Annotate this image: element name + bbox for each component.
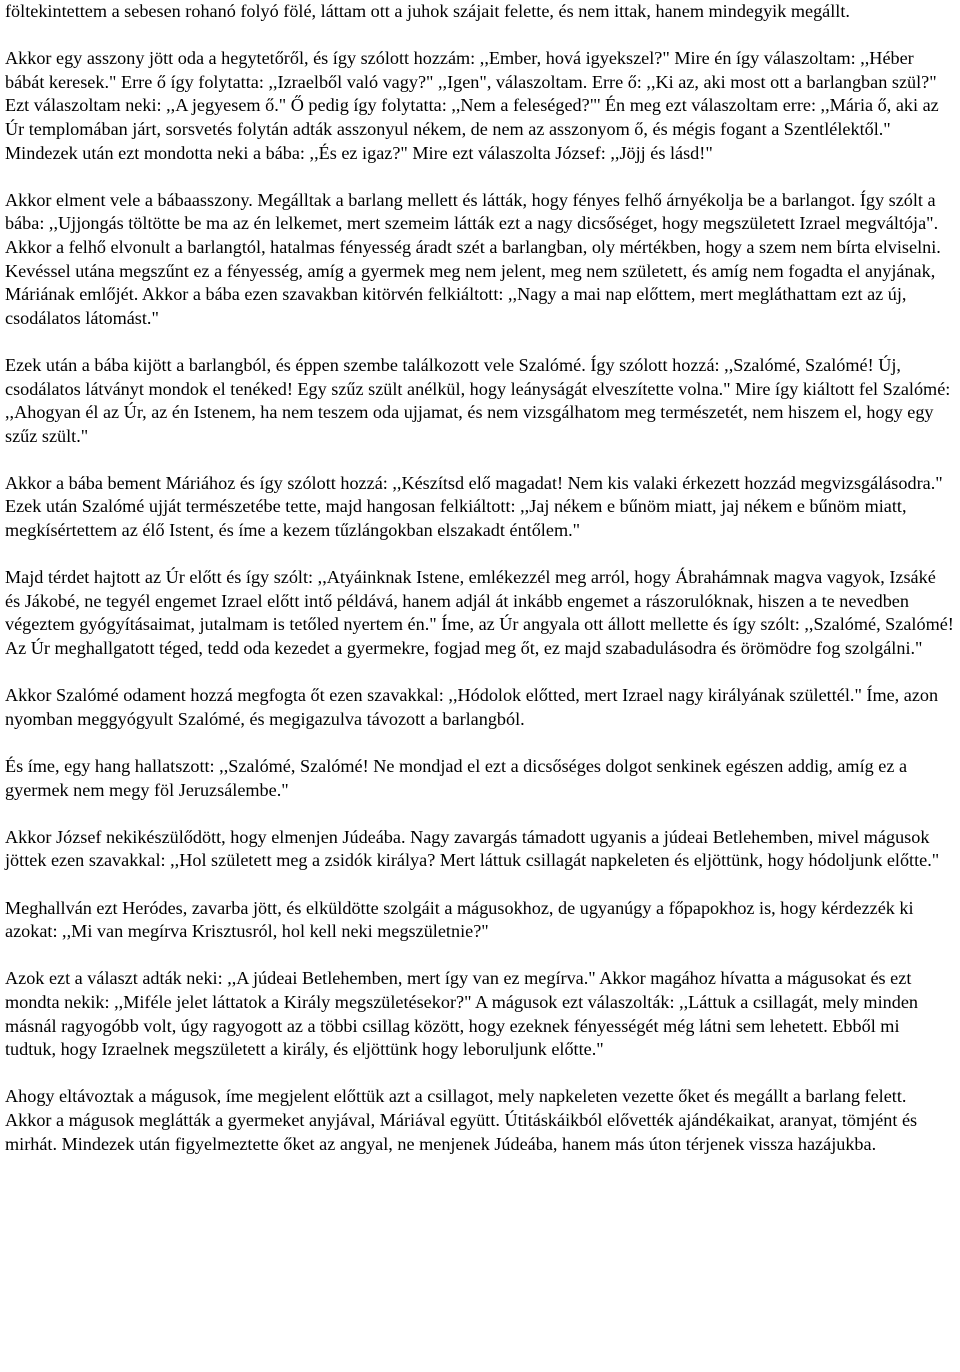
paragraph-1: föltekintettem a sebesen rohanó folyó fölé, láttam ott a juhok szájait felette, és nem ittak, hanem mindegyik megállt. (5, 1, 850, 21)
paragraph-gap (5, 1062, 955, 1086)
document-page (5, 0, 955, 1156)
paragraph-3: Akkor elment vele a bábaasszony. Megálltak a barlang mellett és látták, hogy fényes felhő árnyékolja be a barlangot. Így szólt a bába: ,,Ujjongás töltötte be ma az én lelkemet, mert szemeim látták ezt a nagy dicsőséget, hogy megszületett Izrael megváltója". Akkor a felhő elvonult a barlangtól, hatalmas fényesség áradt szét a barlangban, oly mértékben, hogy a szem nem bírta elviselni. Kevéssel utána megszűnt ez a fényesség, amíg a gyermek meg nem jelent, meg nem született, és amíg nem fogadta el anyjának, Máriának emlőjét. Akkor a bába ezen szavakban kitörvén felkiáltott: ,,Nagy a mai nap előttem, mert megláthattam ezt az új, csodálatos látomást." (5, 189, 941, 328)
paragraph-gap (5, 24, 955, 48)
paragraph-7: Akkor Szalómé odament hozzá megfogta őt ezen szavakkal: ,,Hódolok előtted, mert Izrael nagy királyának születtél." Íme, azon nyomban meggyógyult Szalómé, és megigazulva távozott a barlangból. (5, 685, 939, 729)
paragraph-gap (5, 543, 955, 567)
paragraph-9: Akkor József nekikészülődött, hogy elmenjen Júdeába. Nagy zavargás támadott ugyanis a júdeai Betlehemben, mivel mágusok jöttek ezen szavakkal: ,,Hol született meg a zsidók királya? Mert láttuk csillagát napkeleten és eljöttünk, hogy hódoljunk előtte." (5, 826, 940, 871)
paragraph-gap (5, 944, 955, 968)
paragraph-12: Ahogy eltávoztak a mágusok, íme megjelent előttük azt a csillagot, mely napkeleten vezette őket és megállt a barlang felett. Akkor a mágusok meglátták a gyermeket anyjával, Máriával együtt. Útitáskáikból elővették ajándékaikat, aranyat, tömjént és mirhát. Mindezek után figyelmeztette őket az angyal, ne menjenek Júdeába, hanem más úton térjenek vissza hazájukba. (5, 1086, 918, 1154)
paragraph-6: Majd térdet hajtott az Úr előtt és így szólt: ,,Atyáinknak Istene, emlékezzél meg arról, hogy Ábrahámnak magva vagyok, Izsáké és Jákobé, ne tegyél engemet Izrael előtt intő példává, hanem adjál át inkább engemet a rászorulóknak, hiszen a te nevedben végeztem gyógyításaimat, jutalmam is tetőled nyertem én." Íme, az Úr angyala ott állott mellette és így szólt: ,,Szalómé, Szalómé! Az Úr meghallgatott téged, tedd oda kezedet a gyermekre, fogjad meg őt, ez majd szabadulásodra és örömödre fog szolgálni." (5, 567, 954, 659)
paragraph-10: Meghallván ezt Heródes, zavarba jött, és elküldötte szolgáit a mágusokhoz, de ugyanúgy a főpapokhoz is, hogy kérdezzék ki azokat: ,,Mi van megírva Krisztusról, hol kell neki megszületnie?" (5, 897, 914, 942)
paragraph-gap (5, 330, 955, 354)
paragraph-5: Akkor a bába bement Máriához és így szólott hozzá: ,,Készítsd elő magadat! Nem kis valaki érkezett hozzád megvizsgálásodra." Ezek után Szalómé ujját természetébe tette, majd hangosan felkiáltott: ,,Jaj nékem e bűnöm miatt, jaj nékem e bűnöm miatt, megkísértettem az élő Istent, és íme a kezem tűzlángokban elszakadt éntőlem." (5, 472, 943, 541)
paragraph-8: És íme, egy hang hallatszott: ,,Szalómé, Szalómé! Ne mondjad el ezt a dicsőséges dolgot senkinek egészen addig, amíg ez a gyermek nem megy föl Jeruzsálembe." (5, 756, 908, 800)
paragraph-gap (5, 661, 955, 685)
paragraph-gap (5, 802, 955, 826)
paragraph-11: Azok ezt a választ adták neki: ,,A júdeai Betlehemben, mert így van ez megírva." Akkor magához hívatta a mágusokat és ezt mondta nekik: ,,Miféle jelet láttatok a Király megszületésekor?" A mágusok ezt válaszolták: ,,Láttuk a csillagát, mely minden másnál ragyogóbb volt, úgy ragyogott az a többi csillag között, hogy ezeknek fényességét még látni sem lehetett. Ebből mi tudtuk, hogy Izraelnek megszületett a király, és eljöttünk hogy leboruljunk előtte." (5, 968, 918, 1060)
paragraph-gap (5, 731, 955, 755)
paragraph-gap (5, 165, 955, 189)
paragraph-gap (5, 448, 955, 472)
paragraph-gap (5, 873, 955, 897)
paragraph-4: Ezek után a bába kijött a barlangból, és éppen szembe találkozott vele Szalómé. Így szólott hozzá: ,,Szalómé, Szalómé! Új, csodálatos látványt mondok el tenéked! Egy szűz szült anélkül, hogy leányságát elveszítette volna." Mire így kiáltott fel Szalómé: ,,Ahogyan él az Úr, az én Istenem, ha nem teszem oda ujjamat, és nem vizsgálhatom meg természetét, nem hiszem el, hogy egy szűz szült." (5, 354, 951, 446)
paragraph-2: Akkor egy asszony jött oda a hegytetőről, és így szólott hozzám: ,,Ember, hová igyekszel?" Mire én így válaszoltam: ,,Héber bábát keresek." Erre ő így folytatta: ,,Izraelből való vagy?" ,,Igen", válaszoltam. Erre ő: ,,Ki az, aki most ott a barlangban szül?" Ezt válaszoltam neki: ,,A jegyesem ő." Ő pedig így folytatta: ,,Nem a feleséged?"' Én meg ezt válaszoltam erre: ,,Mária ő, aki az Úr templomában járt, sorsvetés folytán adták asszonyul nékem, de nem az asszonyom ő, és mégis fogant a Szentlélektől." Mindezek után ezt mondotta neki a bába: ,,És ez igaz?" Mire ezt válaszolta József: ,,Jöjj és lásd!" (5, 48, 939, 163)
